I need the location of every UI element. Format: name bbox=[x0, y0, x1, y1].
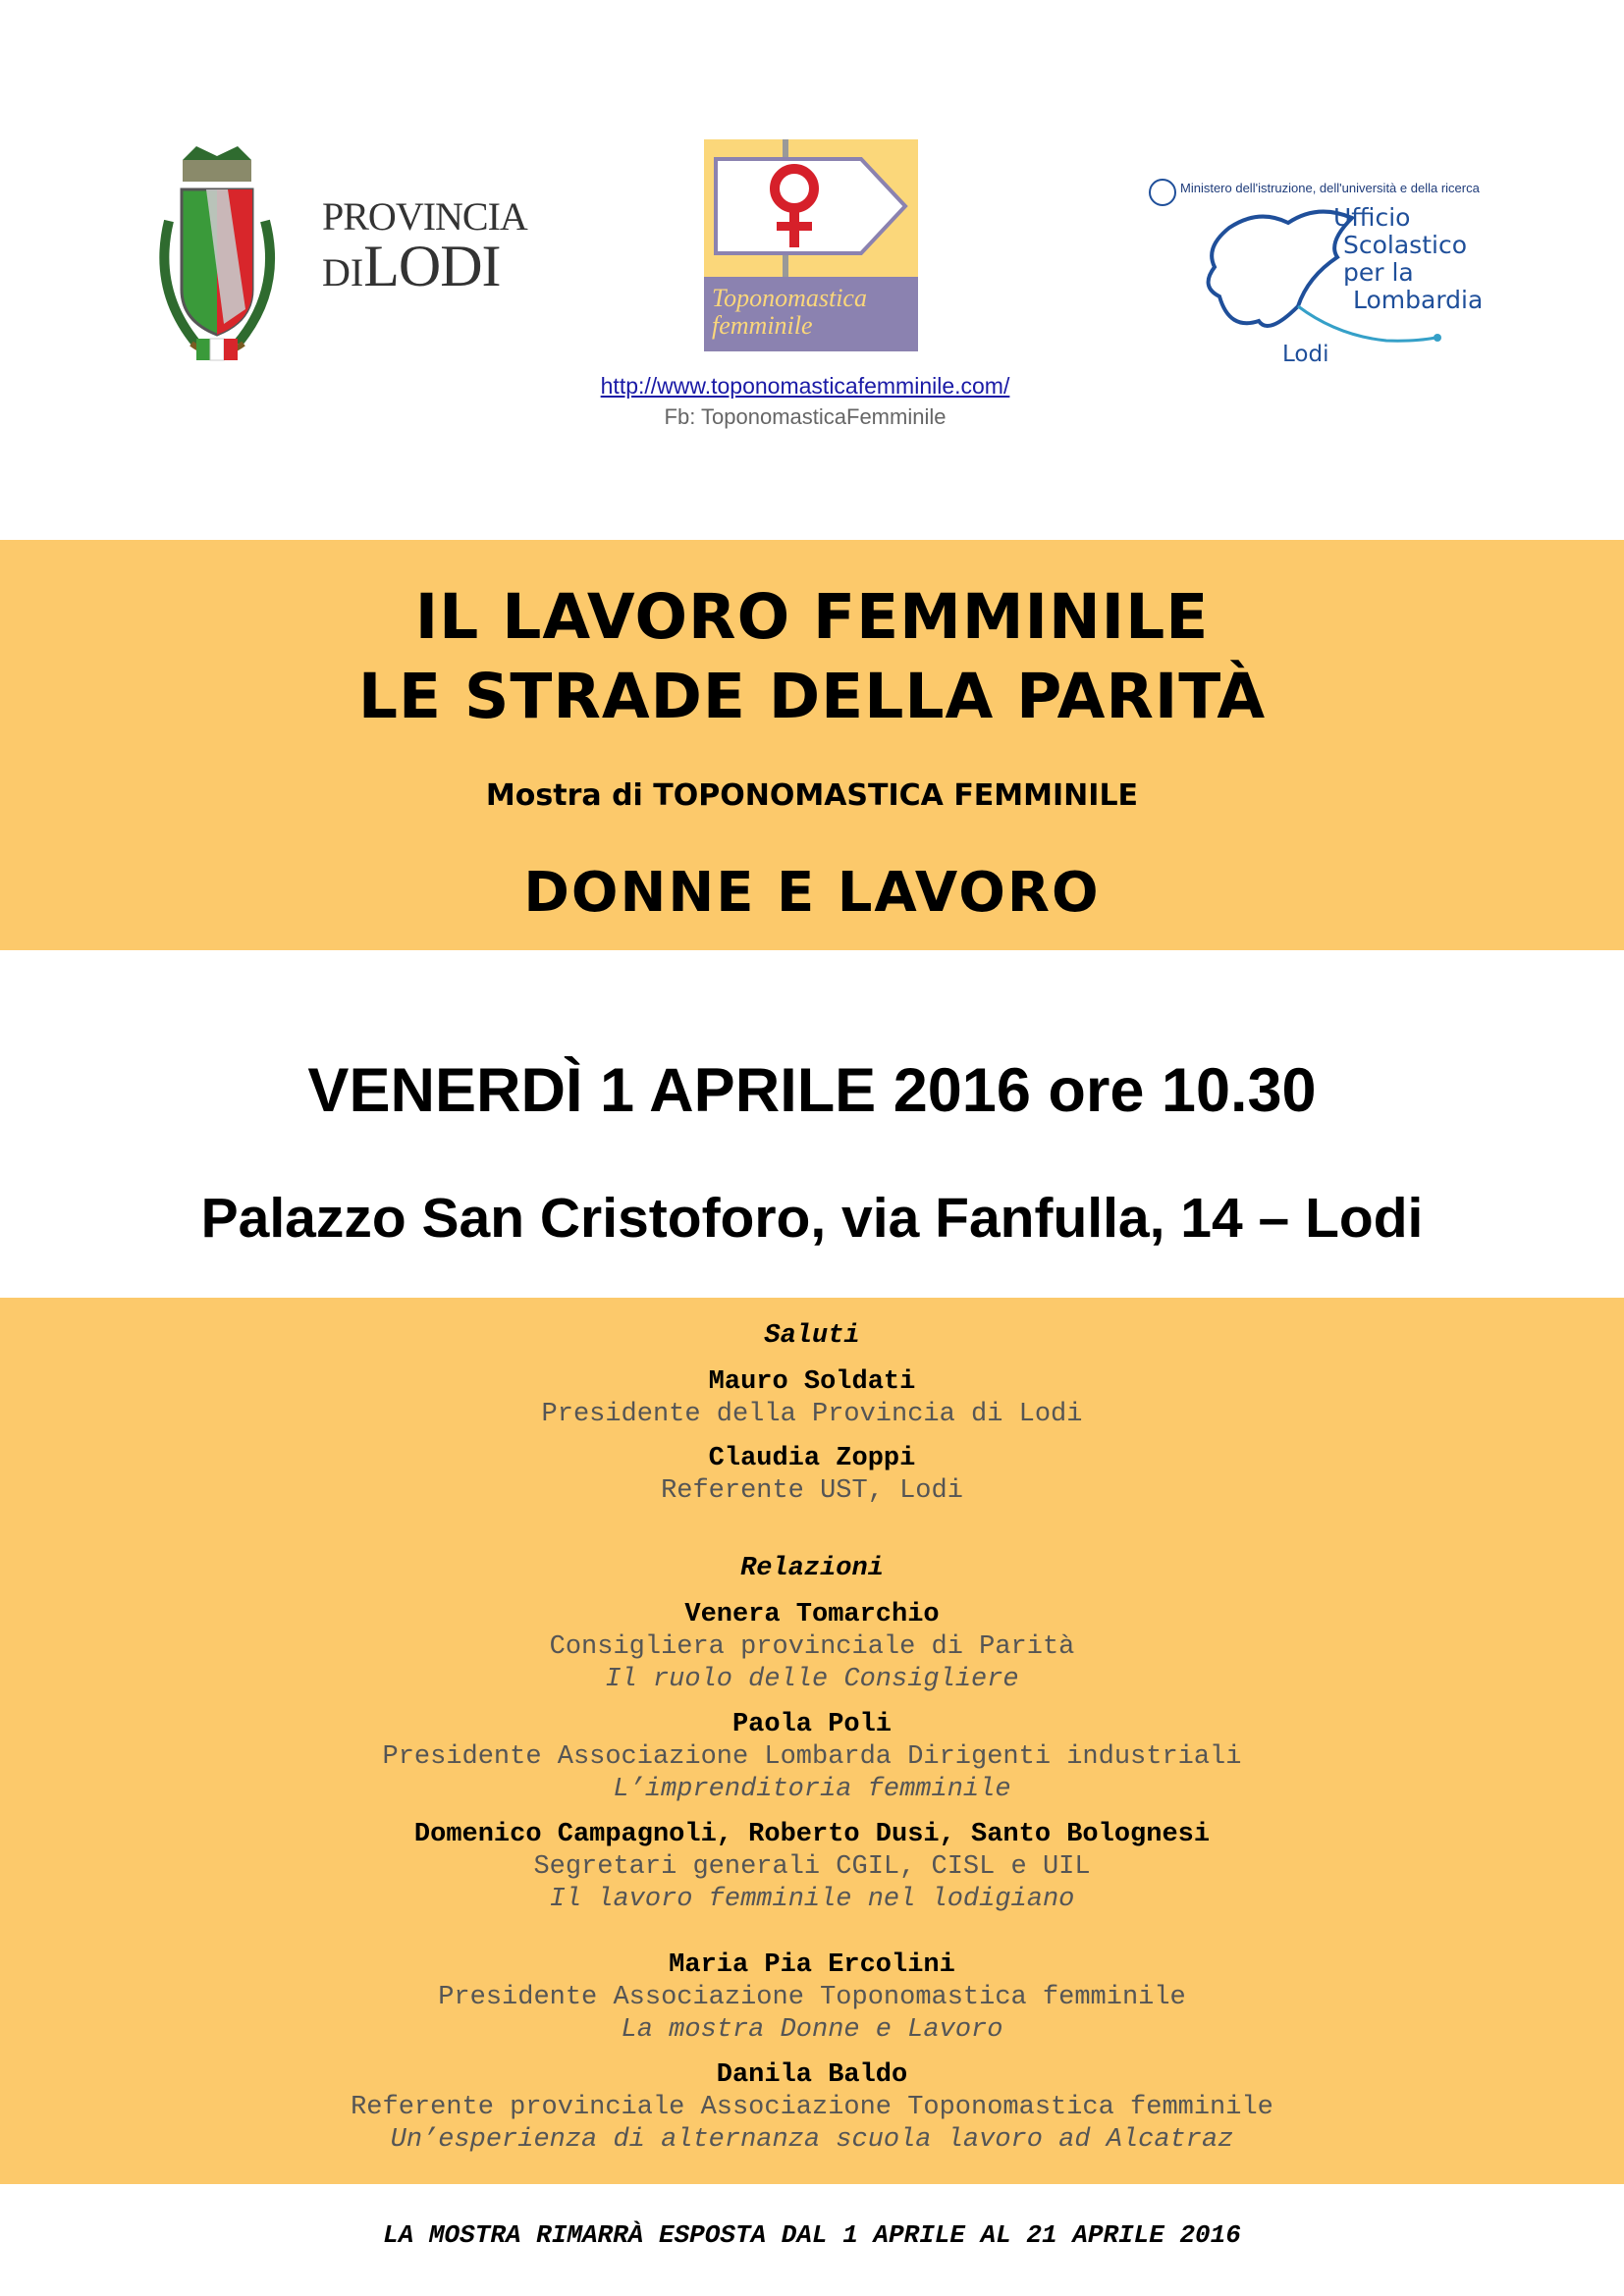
ministry-emblem-icon bbox=[1149, 179, 1176, 206]
ust-line2: Scolastico bbox=[1343, 231, 1467, 259]
talk-topic: La mostra Donne e Lavoro bbox=[621, 2015, 1003, 2045]
talk-topic: L’imprenditoria femminile bbox=[613, 1775, 1011, 1804]
provincia-di-lodi-logo bbox=[157, 142, 530, 378]
ust-line3: per la bbox=[1343, 258, 1414, 287]
relazione-entry bbox=[0, 1599, 1624, 1696]
saluti-entry bbox=[0, 1443, 1624, 1508]
ust-city: Lodi bbox=[1282, 342, 1329, 367]
topo-logo-line1: Toponomastica bbox=[712, 284, 867, 312]
event-date: VENERDÌ 1 APRILE 2016 ore 10.30 bbox=[307, 1056, 1317, 1125]
ust-text bbox=[1333, 204, 1483, 314]
exhibit-title: DONNE E LAVORO bbox=[523, 861, 1101, 925]
speaker-role: Presidente della Provincia di Lodi bbox=[541, 1400, 1083, 1429]
ministry-text: Ministero dell'istruzione, dell'università e della ricerca bbox=[1180, 181, 1480, 195]
speaker-name: Maria Pia Ercolini bbox=[669, 1950, 955, 1980]
topo-logo-text bbox=[712, 285, 867, 340]
event-place: Palazzo San Cristoforo, via Fanfulla, 14 – Lodi bbox=[200, 1187, 1424, 1250]
speaker-role: Presidente Associazione Toponomastica femminile bbox=[438, 1983, 1186, 2012]
speaker-name: Claudia Zoppi bbox=[708, 1444, 916, 1473]
toponomastica-website-link[interactable]: http://www.toponomasticafemminile.com/ bbox=[600, 373, 1010, 399]
speaker-name: Danila Baldo bbox=[716, 2060, 908, 2090]
toponomastica-femminile-logo bbox=[704, 139, 918, 351]
saluti-heading: Saluti bbox=[764, 1321, 860, 1351]
facebook-handle: Fb: ToponomasticaFemminile bbox=[664, 404, 947, 429]
relazione-entry bbox=[0, 1819, 1624, 1916]
topo-logo-line2: femminile bbox=[712, 311, 813, 340]
speaker-name: Venera Tomarchio bbox=[684, 1600, 940, 1629]
relazione-entry bbox=[0, 1709, 1624, 1806]
lodi-text: LODI bbox=[363, 234, 501, 298]
speaker-name: Domenico Campagnoli, Roberto Dusi, Santo Bolognesi bbox=[413, 1820, 1211, 1849]
ufficio-scolastico-logo bbox=[1149, 177, 1522, 373]
speaker-role: Referente provinciale Associazione Toponomastica femminile bbox=[351, 2093, 1273, 2122]
relazione-entry bbox=[0, 1949, 1624, 2047]
relazioni-heading: Relazioni bbox=[740, 1554, 884, 1583]
exhibition-dates-note: LA MOSTRA RIMARRÀ ESPOSTA DAL 1 APRILE AL 21 APRILE 2016 bbox=[383, 2220, 1241, 2250]
di-text: DI bbox=[322, 250, 364, 294]
title-line-1: IL LAVORO FEMMINILE bbox=[414, 581, 1210, 653]
relazione-entry bbox=[0, 2059, 1624, 2157]
speaker-name: Paola Poli bbox=[731, 1710, 893, 1739]
speaker-role: Referente UST, Lodi bbox=[661, 1476, 963, 1506]
speaker-role: Presidente Associazione Lombarda Dirigenti industriali bbox=[382, 1742, 1242, 1772]
ust-line4: Lombardia bbox=[1353, 286, 1484, 314]
title-line-2: LE STRADE DELLA PARITÀ bbox=[357, 661, 1267, 732]
speaker-name: Mauro Soldati bbox=[708, 1367, 916, 1397]
di-lodi-text bbox=[322, 233, 501, 300]
talk-topic: Il lavoro femminile nel lodigiano bbox=[549, 1885, 1075, 1914]
provincia-text: PROVINCIA bbox=[322, 194, 527, 239]
talk-topic: Il ruolo delle Consigliere bbox=[605, 1665, 1019, 1694]
saluti-entry bbox=[0, 1366, 1624, 1431]
speaker-role: Segretari generali CGIL, CISL e UIL bbox=[533, 1852, 1091, 1882]
exhibit-subtitle: Mostra di TOPONOMASTICA FEMMINILE bbox=[485, 778, 1139, 813]
talk-topic: Un’esperienza di alternanza scuola lavoro ad Alcatraz bbox=[390, 2125, 1234, 2155]
ust-line1: Ufficio bbox=[1333, 203, 1411, 232]
speaker-role: Consigliera provinciale di Parità bbox=[549, 1632, 1075, 1662]
